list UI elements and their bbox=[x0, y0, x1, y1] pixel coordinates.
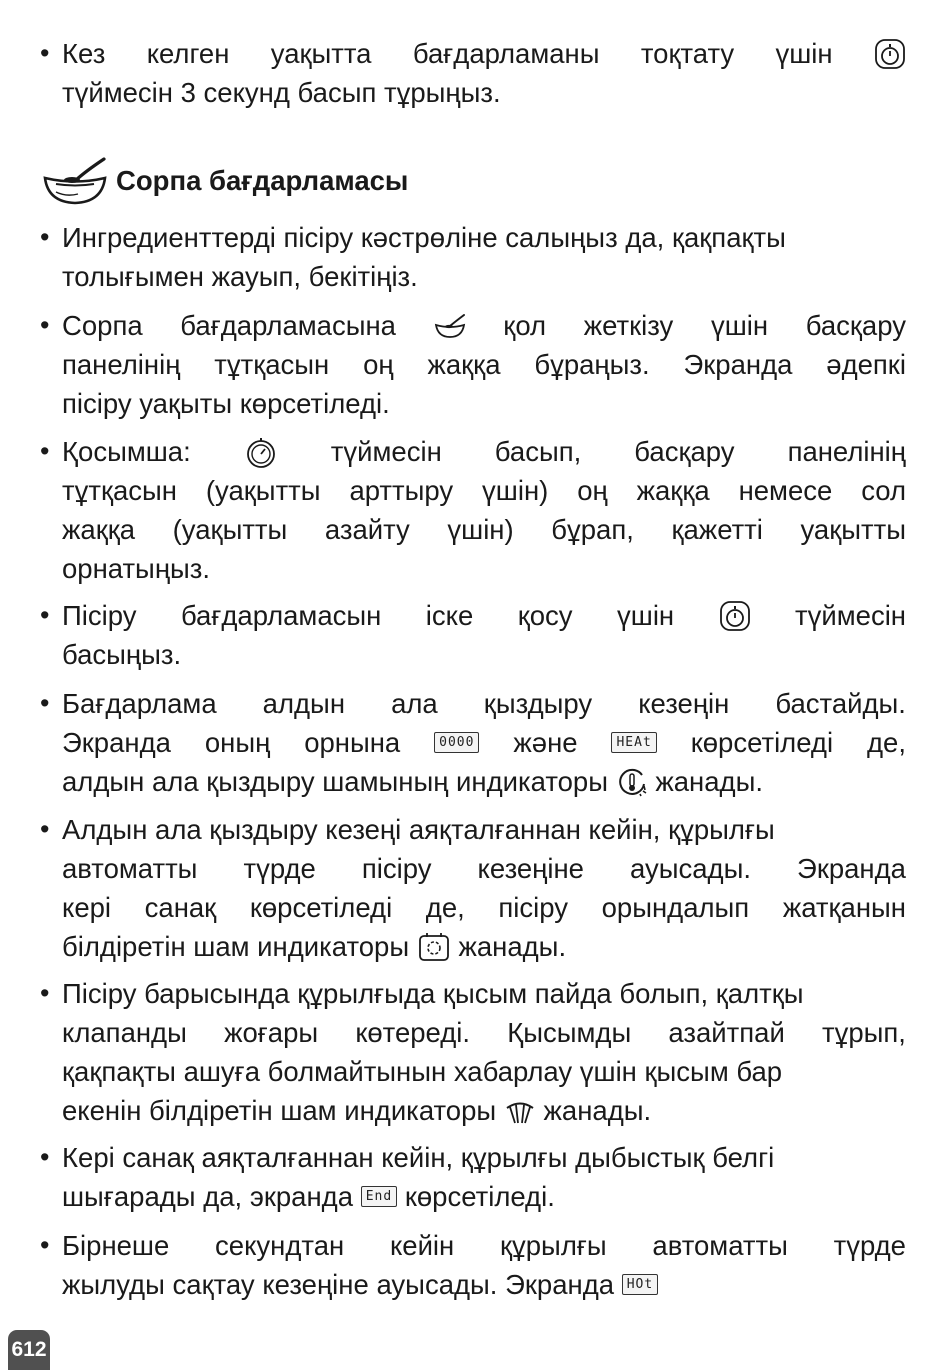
text-line bbox=[62, 384, 906, 423]
word: түймесін 3 секунд басып тұрыңыз. bbox=[62, 77, 501, 108]
word: орындалып bbox=[601, 892, 750, 923]
word: бұраңыз. bbox=[534, 349, 650, 380]
text-line bbox=[62, 549, 906, 588]
section-heading bbox=[42, 156, 408, 206]
word: арттыру bbox=[349, 475, 454, 506]
text-line bbox=[62, 888, 906, 927]
word: Алдын ала қыздыру кезеңі аяқталғаннан кейін, құрылғы bbox=[62, 814, 775, 845]
word: Бағдарлама bbox=[62, 688, 217, 719]
text-line bbox=[62, 762, 906, 801]
list-item bbox=[40, 432, 906, 588]
word: үшін) bbox=[447, 514, 514, 545]
word: Пісіру барысында құрылғыда қысым пайда болып, қалтқы bbox=[62, 978, 804, 1009]
timer-icon bbox=[244, 435, 278, 469]
word: бағдарламасына bbox=[180, 310, 396, 341]
word: (уақытты bbox=[205, 475, 321, 506]
soup-bowl-icon bbox=[42, 156, 108, 206]
word: Ингредиенттерді пісіру кәстрөліне салыңыз да, қақпақты bbox=[62, 222, 786, 253]
list-item bbox=[40, 810, 906, 966]
word: басқару bbox=[634, 436, 735, 467]
text-line bbox=[62, 1265, 906, 1304]
word: тұтқасын bbox=[62, 475, 177, 506]
word: уақытта bbox=[270, 38, 372, 69]
word: азайтпай bbox=[668, 1017, 785, 1048]
word: орнатыңыз. bbox=[62, 553, 211, 584]
text-line bbox=[62, 510, 906, 549]
bullet: • bbox=[40, 1142, 50, 1172]
word: басқару bbox=[805, 310, 906, 341]
word: көрсетіледі. bbox=[404, 1181, 555, 1212]
word: панелінің bbox=[62, 349, 181, 380]
text-line bbox=[62, 974, 906, 1013]
word: қақпақты ашуға болмайтынын хабарлау үшін қысым бар bbox=[62, 1056, 783, 1087]
word: түрде bbox=[243, 853, 316, 884]
display-end-icon: End bbox=[361, 1186, 397, 1207]
word: пісіру bbox=[498, 892, 568, 923]
word: бастайды. bbox=[775, 688, 906, 719]
bullet: • bbox=[40, 38, 50, 68]
word: жанады. bbox=[458, 931, 567, 962]
word: білдіретін шам индикаторы bbox=[62, 931, 410, 962]
word: жанады. bbox=[543, 1095, 652, 1126]
word: үшін bbox=[617, 600, 675, 631]
word: жоғары bbox=[224, 1017, 319, 1048]
display-heat-icon: HEAt bbox=[611, 732, 656, 753]
word: шығарады да, экранда bbox=[62, 1181, 353, 1212]
list-item bbox=[40, 1226, 906, 1304]
page-number-badge bbox=[8, 1330, 50, 1370]
word: жаққа bbox=[427, 349, 501, 380]
word: де, bbox=[425, 892, 465, 923]
word: тұтқасын bbox=[214, 349, 330, 380]
word: панелінің bbox=[787, 436, 906, 467]
word: бағдарламаны bbox=[412, 38, 600, 69]
word: оның bbox=[204, 727, 271, 758]
list-item bbox=[40, 1138, 906, 1216]
word: автоматты bbox=[652, 1230, 788, 1261]
text-line bbox=[62, 257, 906, 296]
word: орнына bbox=[304, 727, 401, 758]
word: түймесін bbox=[330, 436, 442, 467]
word: түймесін bbox=[795, 600, 906, 631]
word: үшін bbox=[710, 310, 769, 341]
word: немесе bbox=[738, 475, 833, 506]
text-line bbox=[62, 635, 906, 674]
word: автоматты bbox=[62, 853, 198, 884]
list-item bbox=[40, 218, 906, 296]
text-line bbox=[62, 73, 906, 112]
bullet: • bbox=[40, 310, 50, 340]
word: тұрып, bbox=[822, 1017, 906, 1048]
word: жеткізу bbox=[583, 310, 674, 341]
word: түрде bbox=[833, 1230, 906, 1261]
section-title: Сорпа бағдарламасы bbox=[116, 165, 409, 196]
word: бағдарламасын bbox=[180, 600, 382, 631]
word: секундтан bbox=[215, 1230, 345, 1261]
word: кезеңіне bbox=[477, 853, 584, 884]
word: бұрап, bbox=[551, 514, 634, 545]
text-line bbox=[62, 849, 906, 888]
word: уақытты bbox=[800, 514, 906, 545]
word: азайту bbox=[324, 514, 410, 545]
word: сол bbox=[861, 475, 906, 506]
text-line bbox=[62, 218, 906, 257]
bullet: • bbox=[40, 978, 50, 1008]
text-line bbox=[62, 927, 906, 966]
word: кейін bbox=[389, 1230, 455, 1261]
word: кезеңіне bbox=[262, 1269, 369, 1300]
text-line bbox=[62, 1091, 906, 1130]
word: жаққа bbox=[62, 514, 136, 545]
display-blank-icon: 0000 bbox=[434, 732, 479, 753]
word: үшін bbox=[775, 38, 833, 69]
text-line bbox=[62, 1177, 906, 1216]
word: қыздыру bbox=[483, 688, 593, 719]
list-item bbox=[40, 306, 906, 423]
cooking-indicator-icon bbox=[417, 931, 451, 963]
word: толығымен жауып, бекітіңіз. bbox=[62, 261, 418, 292]
word: көрсетіледі bbox=[690, 727, 834, 758]
display-hot-icon: HOt bbox=[622, 1274, 658, 1295]
bullet: • bbox=[40, 814, 50, 844]
word: келген bbox=[146, 38, 230, 69]
word: қол bbox=[503, 310, 547, 341]
word: жаққа bbox=[636, 475, 710, 506]
text-line bbox=[62, 596, 906, 635]
word: басып, bbox=[494, 436, 582, 467]
word: көтереді. bbox=[355, 1017, 471, 1048]
timer-start-icon bbox=[719, 600, 751, 632]
word: Кері санақ аяқталғаннан кейін, құрылғы дыбыстық белгі bbox=[62, 1142, 775, 1173]
word: басыңыз. bbox=[62, 639, 182, 670]
word: кері bbox=[62, 892, 112, 923]
word: оң bbox=[363, 349, 394, 380]
text-line bbox=[62, 1052, 906, 1091]
word: клапанды bbox=[62, 1017, 187, 1048]
word: Экранда bbox=[797, 853, 906, 884]
word: Сорпа bbox=[62, 310, 143, 341]
word: алдын bbox=[262, 688, 346, 719]
word: Экранда bbox=[505, 1269, 615, 1300]
word: ауысады. bbox=[630, 853, 751, 884]
text-line bbox=[62, 684, 906, 723]
word: Қосымша: bbox=[62, 436, 191, 467]
word: санақ bbox=[144, 892, 217, 923]
preheat-indicator-icon bbox=[616, 766, 648, 798]
text-line bbox=[62, 432, 906, 471]
word: әдепкі bbox=[826, 349, 906, 380]
timer-start-icon bbox=[874, 38, 906, 70]
text-line bbox=[62, 810, 906, 849]
word: жылуды bbox=[62, 1269, 165, 1300]
word: оң bbox=[577, 475, 608, 506]
text-line bbox=[62, 1138, 906, 1177]
text-line bbox=[62, 34, 906, 73]
word: Экранда bbox=[683, 349, 793, 380]
word: қажетті bbox=[671, 514, 763, 545]
word: екенін білдіретін шам индикаторы bbox=[62, 1095, 497, 1126]
word: құрылғы bbox=[499, 1230, 607, 1261]
word: Қысымды bbox=[507, 1017, 632, 1048]
word: кезеңін bbox=[638, 688, 730, 719]
word: көрсетіледі bbox=[249, 892, 393, 923]
soup-program-icon bbox=[434, 313, 466, 339]
text-line bbox=[62, 306, 906, 345]
word: ала bbox=[391, 688, 438, 719]
text-line bbox=[62, 723, 906, 762]
text-line bbox=[62, 1226, 906, 1265]
word: Бірнеше bbox=[62, 1230, 170, 1261]
word: үшін) bbox=[482, 475, 549, 506]
word: Пісіру bbox=[62, 600, 137, 631]
word: Кез bbox=[62, 38, 106, 69]
word: сақтау bbox=[172, 1269, 255, 1300]
text-line bbox=[62, 345, 906, 384]
word: Экранда bbox=[62, 727, 171, 758]
bullet: • bbox=[40, 1230, 50, 1260]
word: және bbox=[513, 727, 578, 758]
word: іске bbox=[425, 600, 474, 631]
word: пісіру уақыты көрсетіледі. bbox=[62, 388, 390, 419]
text-line bbox=[62, 1013, 906, 1052]
list-item bbox=[40, 34, 906, 112]
list-item bbox=[40, 974, 906, 1130]
page-number: 612 bbox=[11, 1338, 47, 1361]
word: ауысады. bbox=[376, 1269, 498, 1300]
list-item bbox=[40, 684, 906, 801]
bullet: • bbox=[40, 600, 50, 630]
bullet: • bbox=[40, 688, 50, 718]
word: жатқанын bbox=[782, 892, 906, 923]
word: де, bbox=[867, 727, 906, 758]
pressure-indicator-icon bbox=[504, 1095, 536, 1127]
text-line bbox=[62, 471, 906, 510]
word: пісіру bbox=[361, 853, 432, 884]
word: қосу bbox=[517, 600, 573, 631]
word: алдын ала қыздыру шамының индикаторы bbox=[62, 766, 608, 797]
word: тоқтату bbox=[640, 38, 735, 69]
list-item bbox=[40, 596, 906, 674]
word: жанады. bbox=[655, 766, 763, 797]
bullet: • bbox=[40, 436, 50, 466]
word: (уақытты bbox=[172, 514, 288, 545]
bullet: • bbox=[40, 222, 50, 252]
